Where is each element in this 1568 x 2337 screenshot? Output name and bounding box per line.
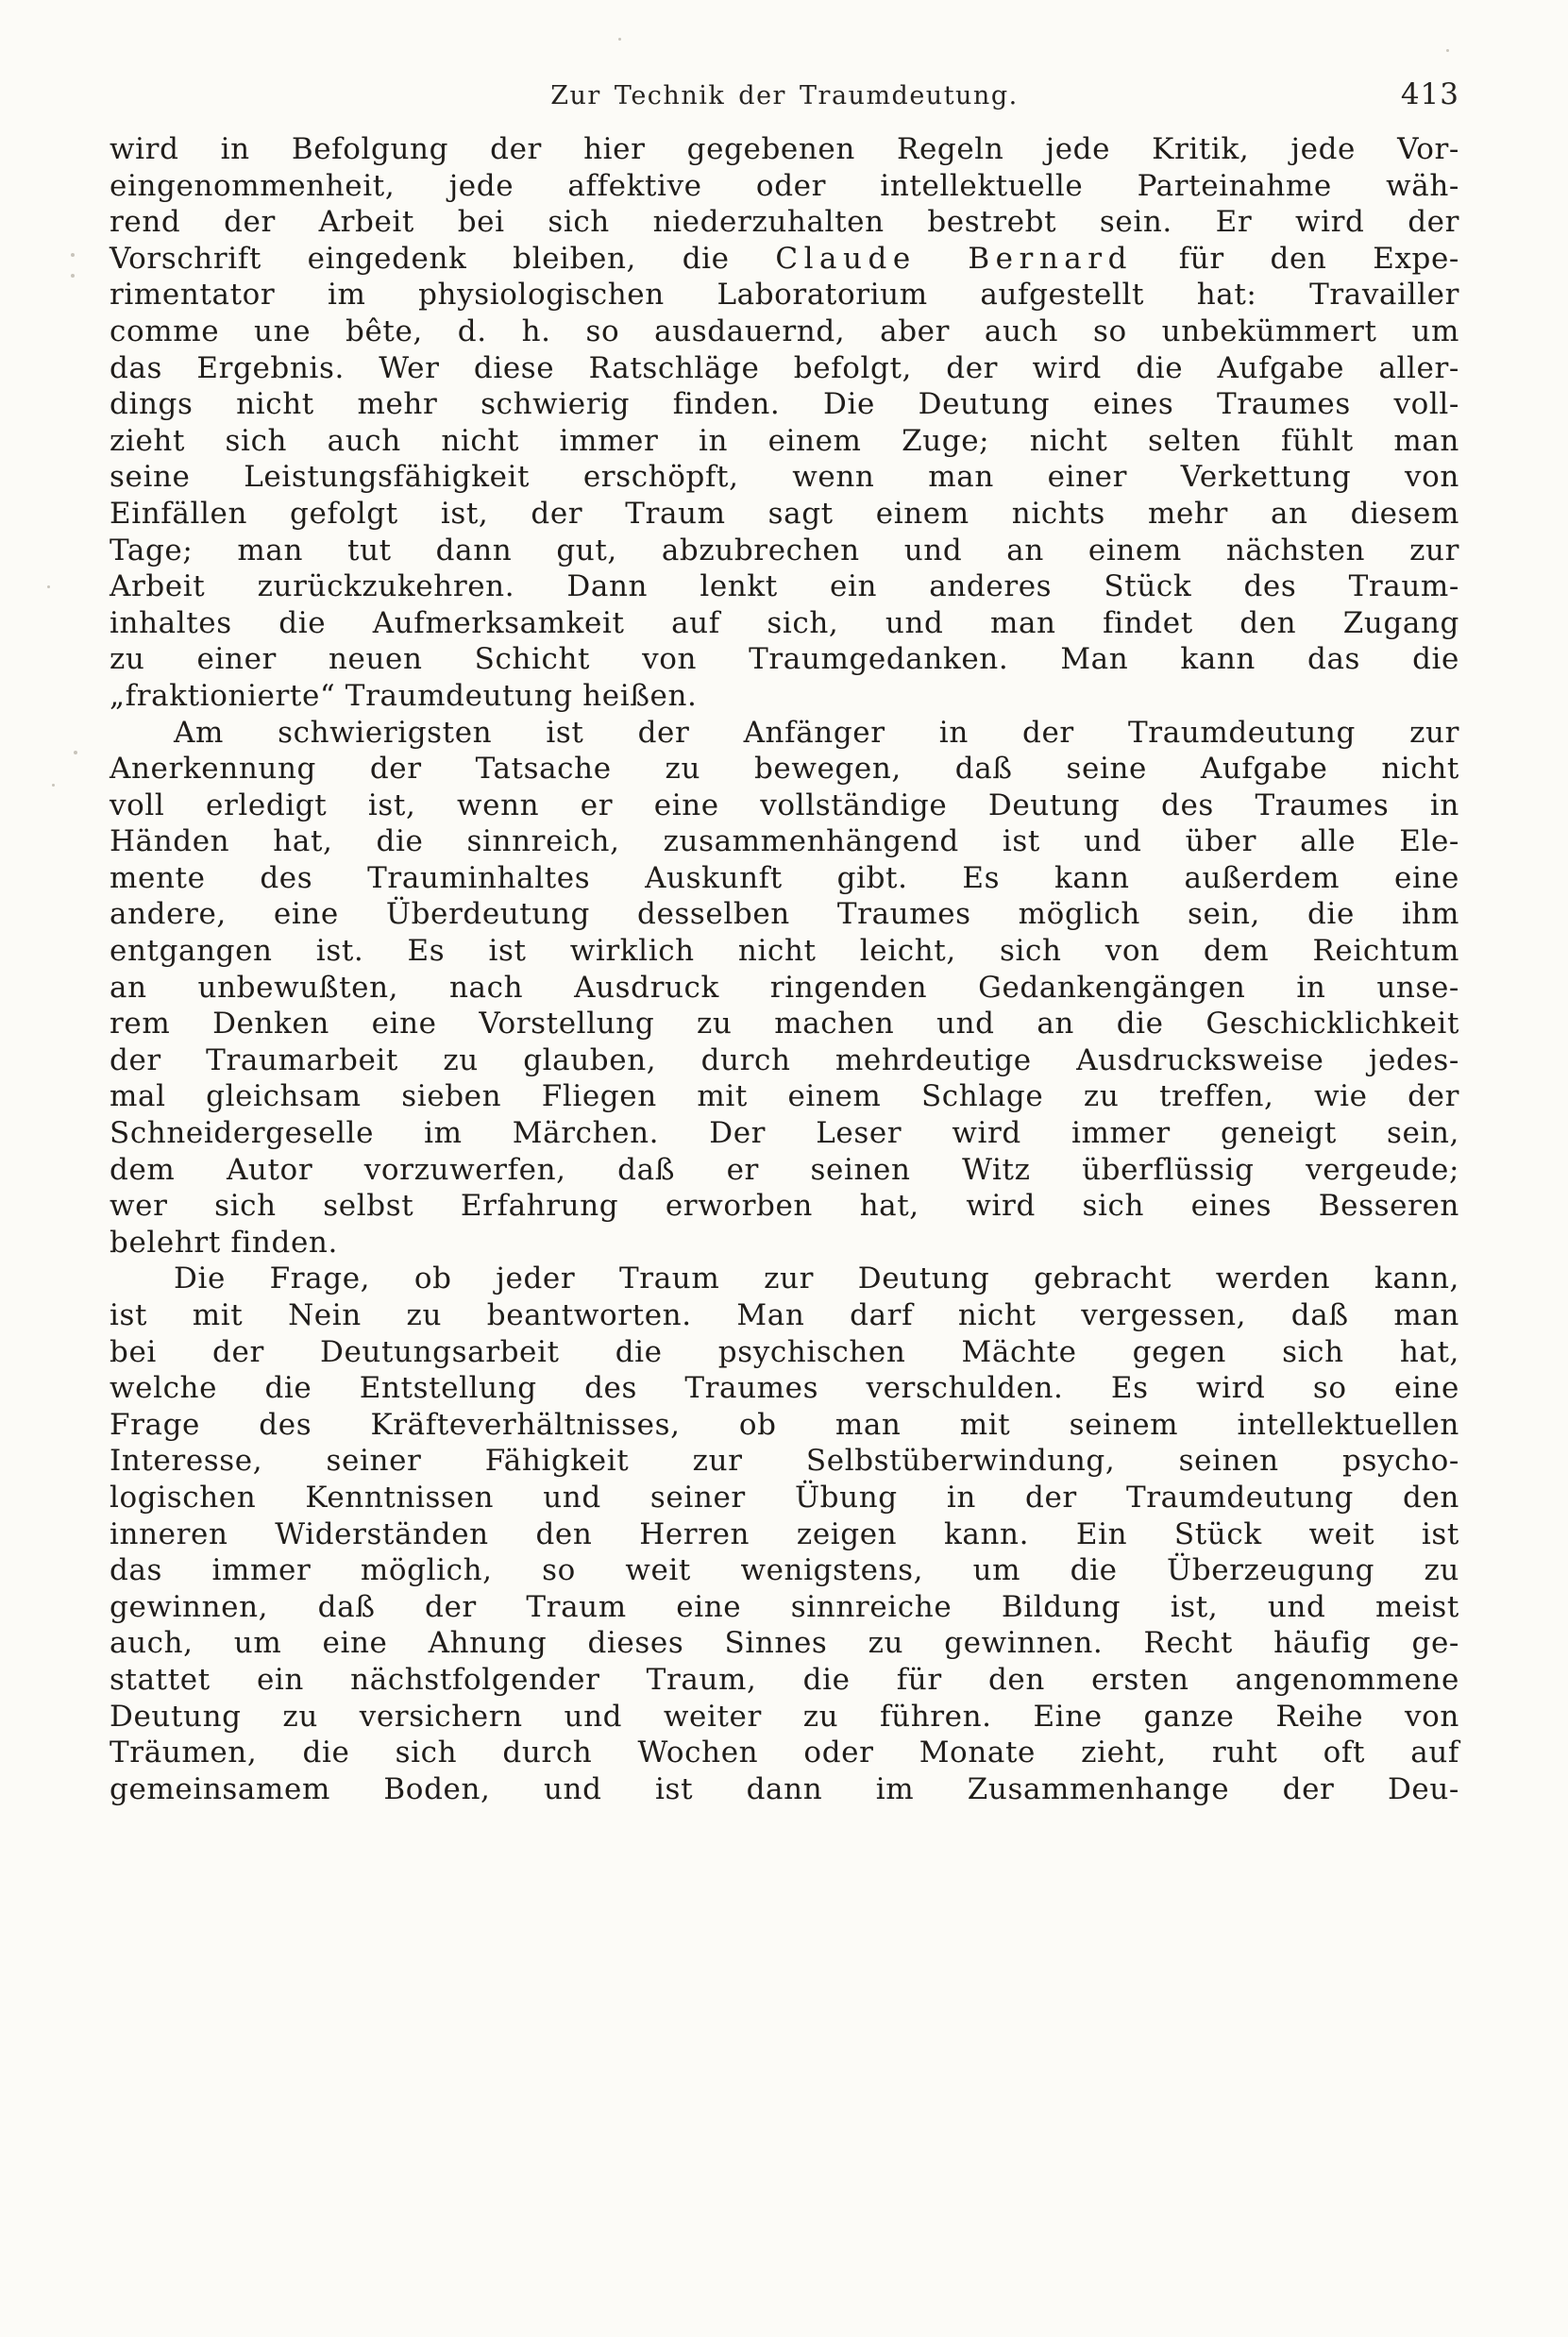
text-line: zu einer neuen Schicht von Traumgedanken. Man kann das die	[110, 642, 1459, 677]
text-line: Tage; man tut dann gut, abzubrechen und an einem nächsten zur	[110, 533, 1459, 567]
scan-speck	[47, 585, 50, 588]
text-line: Anerkennung der Tatsache zu bewegen, daß seine Aufgabe nicht	[110, 752, 1459, 787]
text-line: bei der Deutungsarbeit die psychischen Mächte gegen sich hat,	[110, 1334, 1459, 1369]
text-line: mal gleichsam sieben Fliegen mit einem Schlage zu treffen, wie der	[110, 1079, 1459, 1114]
text-line: gewinnen, daß der Traum eine sinnreiche Bildung ist, und meist	[110, 1589, 1459, 1624]
text-line: Händen hat, die sinnreich, zusammenhängend ist und über alle Ele-	[110, 824, 1459, 859]
letterspaced-name: Claude Bernard	[775, 241, 1133, 276]
text-line: auch, um eine Ahnung dieses Sinnes zu gewinnen. Recht häufig ge-	[110, 1626, 1459, 1661]
text-segment: Vorschrift eingedenk bleiben, die	[110, 241, 776, 276]
text-line: das Ergebnis. Wer diese Ratschläge befolgt, der wird die Aufgabe aller-	[110, 350, 1459, 385]
scan-speck	[1446, 49, 1449, 52]
text-line: mente des Trauminhaltes Auskunft gibt. Es kann außerdem eine	[110, 860, 1459, 895]
text-line: stattet ein nächstfolgender Traum, die für den ersten angenommene	[110, 1662, 1459, 1697]
scan-speck	[71, 253, 75, 257]
text-line: entgangen ist. Es ist wirklich nicht leicht, sich von dem Reichtum	[110, 934, 1459, 969]
text-line: zieht sich auch nicht immer in einem Zuge; nicht selten fühlt man	[110, 423, 1459, 458]
text-line: Schneidergeselle im Märchen. Der Leser wird immer geneigt sein,	[110, 1116, 1459, 1151]
paragraph	[110, 715, 1459, 1262]
text-line: an unbewußten, nach Ausdruck ringenden Gedankengängen in unse-	[110, 970, 1459, 1005]
text-line: dings nicht mehr schwierig finden. Die Deutung eines Traumes voll-	[110, 387, 1459, 422]
text-line: ist mit Nein zu beantworten. Man darf nicht vergessen, daß man	[110, 1298, 1459, 1332]
text-line: seine Leistungsfähigkeit erschöpft, wenn man einer Verkettung von	[110, 460, 1459, 495]
text-segment: für den Expe-	[1132, 241, 1459, 276]
text-line: inhaltes die Aufmerksamkeit auf sich, und man findet den Zugang	[110, 605, 1459, 640]
header-title: Zur Technik der Traumdeutung.	[550, 81, 1019, 110]
text-line: das immer möglich, so weit wenigstens, um die Überzeugung zu	[110, 1553, 1459, 1588]
scan-speck	[618, 38, 621, 41]
text-line: der Traumarbeit zu glauben, durch mehrdeutige Ausdrucksweise jedes-	[110, 1042, 1459, 1077]
text-line: eingenommenheit, jede affektive oder intellektuelle Parteinahme wäh-	[110, 168, 1459, 203]
page-number: 413	[1400, 77, 1459, 111]
text-line: belehrt finden.	[110, 1225, 338, 1260]
text-line: Interesse, seiner Fähigkeit zur Selbstüberwindung, seinen psycho-	[110, 1444, 1459, 1479]
text-line: rend der Arbeit bei sich niederzuhalten bestrebt sein. Er wird der	[110, 205, 1459, 240]
paragraph	[110, 1261, 1459, 1807]
text-line: inneren Widerständen den Herren zeigen kann. Ein Stück weit ist	[110, 1516, 1459, 1551]
text-line: rem Denken eine Vorstellung zu machen und an die Geschicklichkeit	[110, 1007, 1459, 1041]
text-line: wird in Befolgung der hier gegebenen Regeln jede Kritik, jede Vor-	[110, 132, 1459, 166]
text-line: logischen Kenntnissen und seiner Übung in der Traumdeutung den	[110, 1480, 1459, 1515]
body-text	[110, 131, 1459, 1807]
running-header	[110, 77, 1459, 115]
text-line: Träumen, die sich durch Wochen oder Monate zieht, ruht oft auf	[110, 1736, 1459, 1770]
scan-speck	[52, 784, 55, 787]
text-line: Arbeit zurückzukehren. Dann lenkt ein anderes Stück des Traum-	[110, 569, 1459, 604]
text-line: gemeinsamem Boden, und ist dann im Zusammenhange der Deu-	[110, 1771, 1459, 1806]
text-line: dem Autor vorzuwerfen, daß er seinen Witz überflüssig vergeude;	[110, 1152, 1459, 1187]
text-line: Die Frage, ob jeder Traum zur Deutung gebracht werden kann,	[174, 1262, 1459, 1296]
text-line: comme une bête, d. h. so ausdauernd, aber auch so unbekümmert um	[110, 313, 1459, 348]
text-line: andere, eine Überdeutung desselben Traumes möglich sein, die ihm	[110, 897, 1459, 932]
text-line: wer sich selbst Erfahrung erworben hat, wird sich eines Besseren	[110, 1189, 1459, 1224]
text-line: Frage des Kräfteverhältnisses, ob man mit seinem intellektuellen	[110, 1407, 1459, 1442]
scan-speck	[74, 751, 77, 754]
text-line: „fraktionierte“ Traumdeutung heißen.	[110, 678, 698, 713]
text-line: Deutung zu versichern und weiter zu führen. Eine ganze Reihe von	[110, 1699, 1459, 1734]
text-line: welche die Entstellung des Traumes verschulden. Es wird so eine	[110, 1371, 1459, 1406]
text-line: rimentator im physiologischen Laboratorium aufgestellt hat: Travailler	[110, 278, 1459, 313]
text-line: Einfällen gefolgt ist, der Traum sagt einem nichts mehr an diesem	[110, 496, 1459, 531]
text-line: voll erledigt ist, wenn er eine vollständige Deutung des Traumes in	[110, 787, 1459, 822]
scan-speck	[71, 274, 75, 278]
text-line	[110, 241, 1459, 278]
text-line: Am schwierigsten ist der Anfänger in der Traumdeutung zur	[174, 715, 1459, 750]
paragraph	[110, 131, 1459, 715]
